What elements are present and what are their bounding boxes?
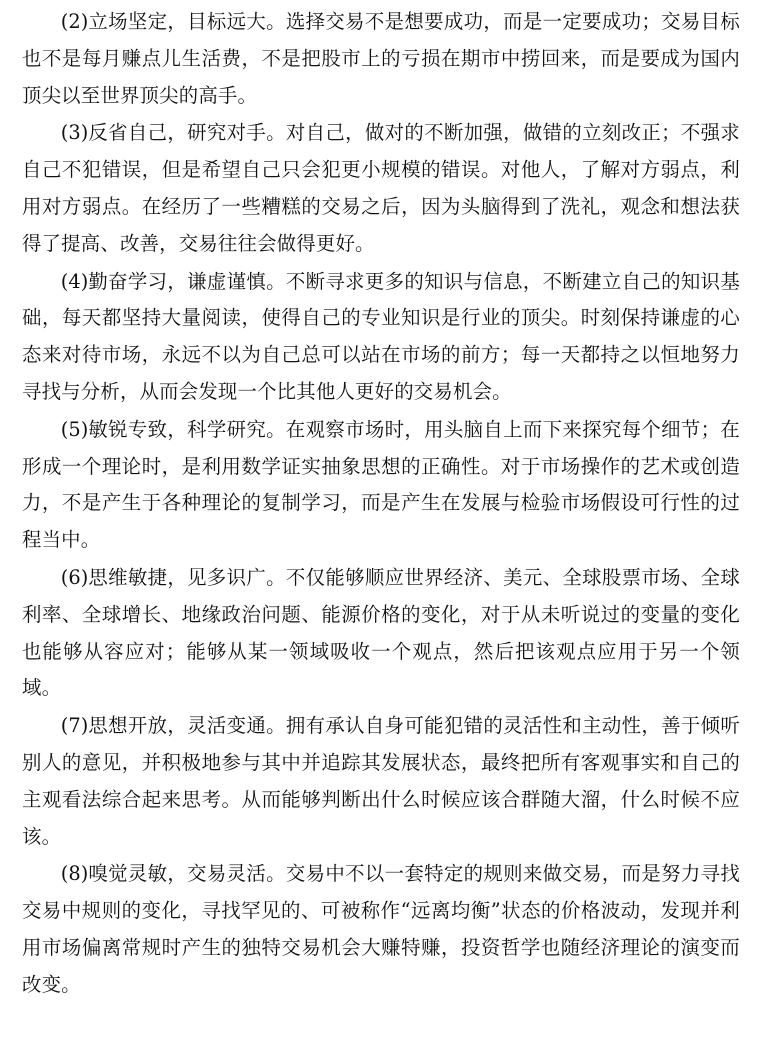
- paragraph-2: [22, 4, 740, 114]
- paragraph-number: (2): [60, 10, 89, 33]
- document-page: [22, 4, 740, 1004]
- paragraph-number: (8): [60, 862, 89, 886]
- paragraph-number: (5): [60, 417, 89, 441]
- paragraph-text: 立场坚定，目标远大。选择交易不是想要成功，而是一定要成功；交易目标也不是每月赚点儿生活费，不是把股市上的亏损在期市中捞回来，而是要成为国内顶尖以至世界顶尖的高手。: [22, 10, 740, 107]
- paragraph-number: (4): [60, 269, 89, 293]
- paragraph-text: 敏锐专致，科学研究。在观察市场时，用头脑自上而下来探究每个细节；在形成一个理论时，是利用数学证实抽象思想的正确性。对于市场操作的艺术或创造力，不是产生于各种理论的复制学习，而是产生在发展与检验市场假设可行性的过程当中。: [22, 417, 740, 552]
- paragraph-number: (3): [60, 121, 89, 145]
- paragraph-8: [22, 856, 740, 1003]
- paragraph-text: 反省自己，研究对手。对自己，做对的不断加强，做错的立刻改正；不强求自己不犯错误，但是希望自己只会犯更小规模的错误。对他人，了解对方弱点，利用对方弱点。在经历了一些糟糕的交易之后，因为头脑得到了洗礼，观念和想法获得了提高、改善，交易往往会做得更好。: [22, 121, 740, 255]
- paragraph-number: (6): [60, 565, 89, 589]
- paragraph-5: [22, 412, 740, 559]
- paragraph-text: 嗅觉灵敏，交易灵活。交易中不以一套特定的规则来做交易，而是努力寻找交易中规则的变化，寻找罕见的、可被称作“远离均衡”状态的价格波动，发现并利用市场偏离常规时产生的独特交易机会大赚特赚，投资哲学也随经济理论的演变而改变。: [22, 862, 740, 996]
- paragraph-3: [22, 115, 740, 262]
- paragraph-7: [22, 708, 740, 855]
- paragraph-6: [22, 560, 740, 707]
- paragraph-text: 思想开放，灵活变通。拥有承认自身可能犯错的灵活性和主动性，善于倾听别人的意见，并积极地参与其中并追踪其发展状态，最终把所有客观事实和自己的主观看法综合起来思考。从而能够判断出什么时候应该合群随大溜，什么时候不应该。: [22, 714, 740, 848]
- paragraph-text: 思维敏捷，见多识广。不仅能够顺应世界经济、美元、全球股票市场、全球利率、全球增长、地缘政治问题、能源价格的变化，对于从未听说过的变量的变化也能够从容应对；能够从某一领域吸收一个观点，然后把该观点应用于另一个领域。: [22, 565, 740, 700]
- paragraph-number: (7): [60, 714, 89, 738]
- paragraph-4: [22, 264, 740, 411]
- paragraph-text: 勤奋学习，谦虚谨慎。不断寻求更多的知识与信息，不断建立自己的知识基础，每天都坚持大量阅读，使得自己的专业知识是行业的顶尖。时刻保持谦虚的心态来对待市场，永远不以为自己总可以站在市场的前方；每一天都持之以恒地努力寻找与分析，从而会发现一个比其他人更好的交易机会。: [22, 269, 740, 403]
